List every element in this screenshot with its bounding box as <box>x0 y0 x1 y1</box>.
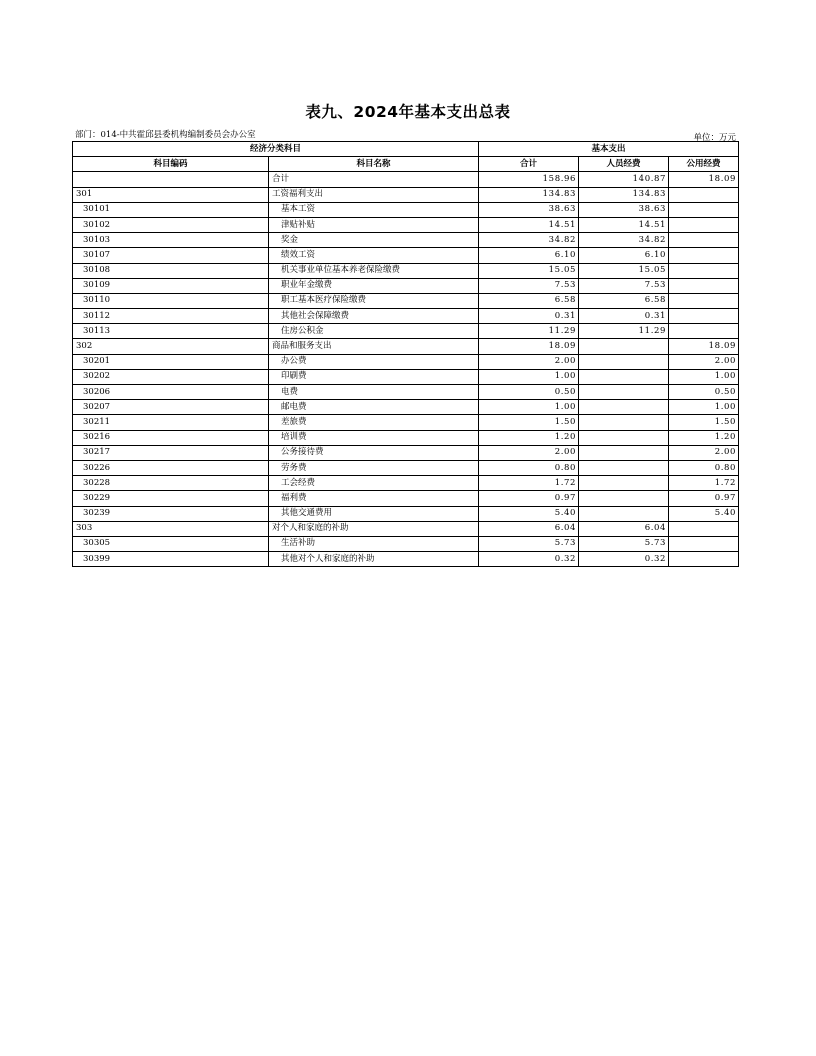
row-code-cell: 30211 <box>73 415 269 430</box>
row-public-cell: 1.50 <box>669 415 739 430</box>
row-personnel-cell: 5.73 <box>579 536 669 551</box>
row-name-cell: 劳务费 <box>269 460 479 475</box>
row-code-cell: 30109 <box>73 278 269 293</box>
row-public-cell <box>669 217 739 232</box>
header-total: 合计 <box>479 157 579 172</box>
row-total-cell: 6.10 <box>479 248 579 263</box>
row-total-cell: 7.53 <box>479 278 579 293</box>
row-code-cell: 30201 <box>73 354 269 369</box>
row-code-cell: 30207 <box>73 400 269 415</box>
row-total-cell: 1.20 <box>479 430 579 445</box>
row-personnel-cell: 134.83 <box>579 187 669 202</box>
row-total-cell: 0.31 <box>479 309 579 324</box>
row-personnel-cell <box>579 385 669 400</box>
unit-label: 单位：万元 <box>693 133 736 143</box>
row-personnel-cell <box>579 400 669 415</box>
header-public: 公用经费 <box>669 157 739 172</box>
header-personnel: 人员经费 <box>579 157 669 172</box>
row-personnel-cell: 14.51 <box>579 217 669 232</box>
row-public-cell: 18.09 <box>669 172 739 187</box>
row-personnel-cell: 38.63 <box>579 202 669 217</box>
row-personnel-cell: 0.31 <box>579 309 669 324</box>
row-public-cell <box>669 293 739 308</box>
table-row <box>73 552 739 567</box>
table-body <box>73 172 739 567</box>
row-public-cell <box>669 263 739 278</box>
row-total-cell: 2.00 <box>479 354 579 369</box>
row-code-cell: 30108 <box>73 263 269 278</box>
row-code-cell: 30110 <box>73 293 269 308</box>
row-code-cell: 30229 <box>73 491 269 506</box>
row-public-cell <box>669 248 739 263</box>
row-name-cell: 机关事业单位基本养老保险缴费 <box>269 263 479 278</box>
row-code-cell <box>73 172 269 187</box>
row-name-cell: 差旅费 <box>269 415 479 430</box>
row-name-cell: 工资福利支出 <box>269 187 479 202</box>
row-code-cell: 30202 <box>73 369 269 384</box>
table-row <box>73 324 739 339</box>
row-code-cell: 30399 <box>73 552 269 567</box>
expenditure-table <box>72 141 739 567</box>
table-row <box>73 491 739 506</box>
row-name-cell: 其他对个人和家庭的补助 <box>269 552 479 567</box>
row-total-cell: 134.83 <box>479 187 579 202</box>
row-public-cell: 5.40 <box>669 506 739 521</box>
table-row <box>73 369 739 384</box>
row-public-cell: 2.00 <box>669 354 739 369</box>
row-total-cell: 6.58 <box>479 293 579 308</box>
table-row <box>73 202 739 217</box>
table-row <box>73 415 739 430</box>
page-title: 表九、2024年基本支出总表 <box>305 103 511 121</box>
row-name-cell: 基本工资 <box>269 202 479 217</box>
row-name-cell: 办公费 <box>269 354 479 369</box>
row-total-cell: 14.51 <box>479 217 579 232</box>
table-row <box>73 309 739 324</box>
table-row <box>73 248 739 263</box>
table-row <box>73 293 739 308</box>
row-total-cell: 0.32 <box>479 552 579 567</box>
row-name-cell: 生活补助 <box>269 536 479 551</box>
table-row <box>73 430 739 445</box>
row-code-cell: 30239 <box>73 506 269 521</box>
row-personnel-cell <box>579 476 669 491</box>
table-row <box>73 506 739 521</box>
header-economic-classification: 经济分类科目 <box>73 142 479 157</box>
row-name-cell: 公务接待费 <box>269 445 479 460</box>
table-row <box>73 263 739 278</box>
row-name-cell: 福利费 <box>269 491 479 506</box>
row-total-cell: 38.63 <box>479 202 579 217</box>
row-personnel-cell: 11.29 <box>579 324 669 339</box>
row-public-cell: 1.72 <box>669 476 739 491</box>
header-basic-expenditure: 基本支出 <box>479 142 739 157</box>
row-total-cell: 0.50 <box>479 385 579 400</box>
row-public-cell: 18.09 <box>669 339 739 354</box>
row-public-cell <box>669 309 739 324</box>
row-total-cell: 1.50 <box>479 415 579 430</box>
row-total-cell: 1.00 <box>479 369 579 384</box>
row-personnel-cell: 15.05 <box>579 263 669 278</box>
row-personnel-cell: 6.58 <box>579 293 669 308</box>
row-name-cell: 合计 <box>269 172 479 187</box>
row-total-cell: 2.00 <box>479 445 579 460</box>
table-row <box>73 233 739 248</box>
row-code-cell: 30206 <box>73 385 269 400</box>
row-personnel-cell: 7.53 <box>579 278 669 293</box>
row-total-cell: 5.73 <box>479 536 579 551</box>
row-public-cell: 0.97 <box>669 491 739 506</box>
row-name-cell: 商品和服务支出 <box>269 339 479 354</box>
row-personnel-cell <box>579 339 669 354</box>
row-code-cell: 30103 <box>73 233 269 248</box>
row-total-cell: 1.00 <box>479 400 579 415</box>
row-name-cell: 工会经费 <box>269 476 479 491</box>
row-code-cell: 30112 <box>73 309 269 324</box>
table-row <box>73 278 739 293</box>
row-name-cell: 邮电费 <box>269 400 479 415</box>
row-public-cell <box>669 324 739 339</box>
row-personnel-cell <box>579 415 669 430</box>
row-code-cell: 303 <box>73 521 269 536</box>
row-public-cell <box>669 536 739 551</box>
row-public-cell <box>669 202 739 217</box>
row-name-cell: 对个人和家庭的补助 <box>269 521 479 536</box>
row-total-cell: 158.96 <box>479 172 579 187</box>
table-row <box>73 187 739 202</box>
row-total-cell: 15.05 <box>479 263 579 278</box>
department-label: 部门：014-中共霍邱县委机构编制委员会办公室 <box>75 130 256 140</box>
row-name-cell: 绩效工资 <box>269 248 479 263</box>
row-code-cell: 30101 <box>73 202 269 217</box>
row-public-cell <box>669 521 739 536</box>
table-row <box>73 172 739 187</box>
row-code-cell: 30216 <box>73 430 269 445</box>
table-row <box>73 217 739 232</box>
row-personnel-cell: 0.32 <box>579 552 669 567</box>
row-personnel-cell: 140.87 <box>579 172 669 187</box>
row-name-cell: 奖金 <box>269 233 479 248</box>
row-personnel-cell <box>579 369 669 384</box>
table-row <box>73 460 739 475</box>
header-column-row <box>73 157 739 172</box>
row-public-cell <box>669 233 739 248</box>
row-personnel-cell <box>579 460 669 475</box>
row-personnel-cell <box>579 445 669 460</box>
header-group-row <box>73 142 739 157</box>
row-total-cell: 0.80 <box>479 460 579 475</box>
row-name-cell: 培训费 <box>269 430 479 445</box>
table-row <box>73 476 739 491</box>
row-name-cell: 津贴补贴 <box>269 217 479 232</box>
row-code-cell: 30102 <box>73 217 269 232</box>
table-row <box>73 445 739 460</box>
row-code-cell: 30217 <box>73 445 269 460</box>
header-name: 科目名称 <box>269 157 479 172</box>
row-name-cell: 印刷费 <box>269 369 479 384</box>
table-row <box>73 385 739 400</box>
header-code: 科目编码 <box>73 157 269 172</box>
row-public-cell: 1.00 <box>669 400 739 415</box>
row-name-cell: 其他社会保障缴费 <box>269 309 479 324</box>
row-public-cell <box>669 552 739 567</box>
row-personnel-cell <box>579 354 669 369</box>
row-code-cell: 30107 <box>73 248 269 263</box>
row-total-cell: 0.97 <box>479 491 579 506</box>
row-personnel-cell: 34.82 <box>579 233 669 248</box>
row-code-cell: 30226 <box>73 460 269 475</box>
row-name-cell: 职工基本医疗保险缴费 <box>269 293 479 308</box>
table-row <box>73 400 739 415</box>
row-total-cell: 11.29 <box>479 324 579 339</box>
row-personnel-cell: 6.04 <box>579 521 669 536</box>
row-personnel-cell <box>579 430 669 445</box>
row-name-cell: 职业年金缴费 <box>269 278 479 293</box>
row-public-cell: 1.20 <box>669 430 739 445</box>
row-code-cell: 301 <box>73 187 269 202</box>
row-total-cell: 6.04 <box>479 521 579 536</box>
row-personnel-cell <box>579 506 669 521</box>
row-public-cell: 0.80 <box>669 460 739 475</box>
row-public-cell: 2.00 <box>669 445 739 460</box>
row-total-cell: 34.82 <box>479 233 579 248</box>
table-meta <box>73 128 738 142</box>
row-name-cell: 其他交通费用 <box>269 506 479 521</box>
table-row <box>73 521 739 536</box>
row-total-cell: 18.09 <box>479 339 579 354</box>
row-personnel-cell <box>579 491 669 506</box>
row-code-cell: 30228 <box>73 476 269 491</box>
table-row <box>73 354 739 369</box>
row-public-cell: 1.00 <box>669 369 739 384</box>
row-name-cell: 住房公积金 <box>269 324 479 339</box>
row-total-cell: 1.72 <box>479 476 579 491</box>
row-name-cell: 电费 <box>269 385 479 400</box>
table-row <box>73 536 739 551</box>
row-code-cell: 302 <box>73 339 269 354</box>
row-code-cell: 30305 <box>73 536 269 551</box>
table-row <box>73 339 739 354</box>
row-code-cell: 30113 <box>73 324 269 339</box>
row-total-cell: 5.40 <box>479 506 579 521</box>
row-public-cell <box>669 187 739 202</box>
row-public-cell: 0.50 <box>669 385 739 400</box>
row-personnel-cell: 6.10 <box>579 248 669 263</box>
row-public-cell <box>669 278 739 293</box>
